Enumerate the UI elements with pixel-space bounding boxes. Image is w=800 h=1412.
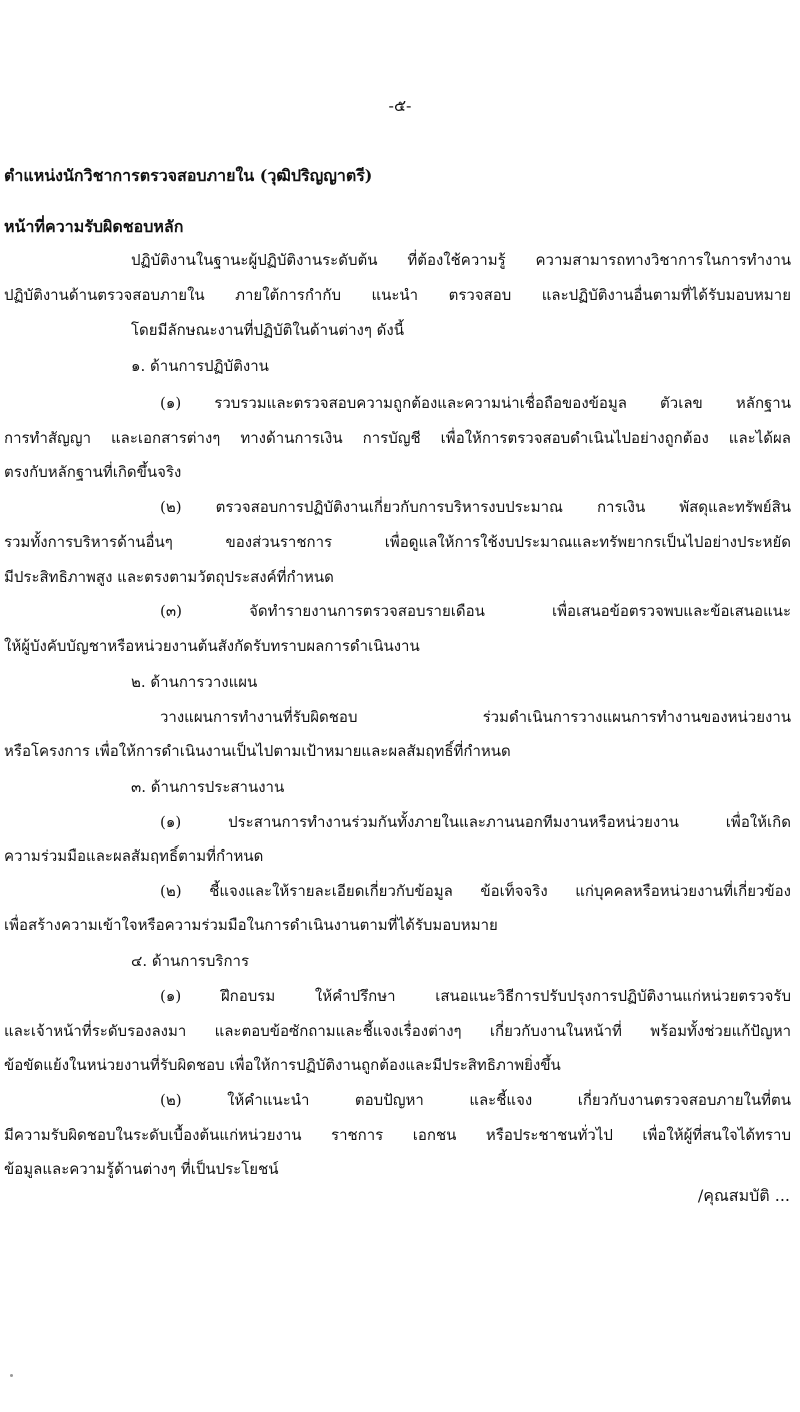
paragraph-line: ข้อขัดแย้งในหน่วยงานที่รับผิดชอบ เพื่อให้การปฏิบัติงานถูกต้องและมีประสิทธิภาพยิ่งขึ้น — [4, 1056, 561, 1074]
paragraph-line: (๒) ตรวจสอบการปฏิบัติงานเกี่ยวกับการบริหารงบประมาณ การเงิน พัสดุและทรัพย์สิน — [160, 498, 791, 516]
subsection-heading: ๔. ด้านการบริการ — [131, 952, 250, 970]
paragraph-line: โดยมีลักษณะงานที่ปฏิบัติในด้านต่างๆ ดังนี้ — [131, 321, 404, 339]
scan-speck — [10, 1374, 13, 1377]
paragraph-line: ความร่วมมือและผลสัมฤทธิ์ตามที่กำหนด — [4, 847, 264, 865]
paragraph-line: ปฏิบัติงานในฐานะผู้ปฏิบัติงานระดับต้น ที่ต้องใช้ความรู้ ความสามารถทางวิชาการในการทำงาน — [131, 251, 791, 269]
paragraph-line: เพื่อสร้างความเข้าใจหรือความร่วมมือในการดำเนินงานตามที่ได้รับมอบหมาย — [4, 916, 498, 934]
paragraph-line: หรือโครงการ เพื่อให้การดำเนินงานเป็นไปตามเป้าหมายและผลสัมฤทธิ์ที่กำหนด — [4, 742, 511, 760]
paragraph-line: (๑) ฝึกอบรม ให้คำปรึกษา เสนอแนะวิธีการปรับปรุงการปฏิบัติงานแก่หน่วยตรวจรับ — [160, 987, 791, 1005]
paragraph-line: (๒) ให้คำแนะนำ ตอบปัญหา และชี้แจง เกี่ยวกับงานตรวจสอบภายในที่ตน — [160, 1091, 791, 1109]
paragraph-line: การทำสัญญา และเอกสารต่างๆ ทางด้านการเงิน การบัญชี เพื่อให้การตรวจสอบดำเนินไปอย่างถูกต้อง และได้ผล — [4, 429, 791, 447]
paragraph-line: (๓) จัดทำรายงานการตรวจสอบรายเดือน เพื่อเสนอข้อตรวจพบและข้อเสนอแนะ — [160, 602, 791, 620]
paragraph-line: มีประสิทธิภาพสูง และตรงตามวัตถุประสงค์ที่กำหนด — [4, 568, 334, 586]
continuation-note: /คุณสมบัติ ... — [697, 1186, 790, 1205]
section-heading: หน้าที่ความรับผิดชอบหลัก — [4, 217, 184, 236]
position-title: ตำแหน่งนักวิชาการตรวจสอบภายใน (วุฒิปริญญาตรี) — [4, 166, 373, 185]
paragraph-line: รวมทั้งการบริหารด้านอื่นๆ ของส่วนราชการ เพื่อดูแลให้การใช้งบประมาณและทรัพยากรเป็นไปอย่างประหยัด — [4, 533, 791, 551]
paragraph-line: (๑) รวบรวมและตรวจสอบความถูกต้องและความน่าเชื่อถือของข้อมูล ตัวเลข หลักฐาน — [160, 394, 791, 412]
paragraph-line: ปฏิบัติงานด้านตรวจสอบภายใน ภายใต้การกำกับ แนะนำ ตรวจสอบ และปฏิบัติงานอื่นตามที่ได้รับมอบหมาย — [4, 286, 791, 304]
paragraph-line: ให้ผู้บังคับบัญชาหรือหน่วยงานต้นสังกัดรับทราบผลการดำเนินงาน — [4, 637, 420, 655]
paragraph-line: และเจ้าหน้าที่ระดับรองลงมา และตอบข้อซักถามและชี้แจงเรื่องต่างๆ เกี่ยวกับงานในหน้าที่ พร้อมทั้งช่วยแก้ปัญหา — [4, 1022, 791, 1040]
subsection-heading: ๓. ด้านการประสานงาน — [131, 778, 285, 796]
subsection-heading: ๒. ด้านการวางแผน — [131, 673, 258, 691]
paragraph-line: (๑) ประสานการทำงานร่วมกันทั้งภายในและภานนอกทีมงานหรือหน่วยงาน เพื่อให้เกิด — [160, 813, 791, 831]
paragraph-line: ข้อมูลและความรู้ด้านต่างๆ ที่เป็นประโยชน์ — [4, 1160, 279, 1178]
subsection-heading: ๑. ด้านการปฏิบัติงาน — [131, 357, 269, 375]
paragraph-line: วางแผนการทำงานที่รับผิดชอบ ร่วมดำเนินการวางแผนการทำงานของหน่วยงาน — [160, 708, 791, 726]
paragraph-line: ตรงกับหลักฐานที่เกิดขึ้นจริง — [4, 463, 182, 481]
paragraph-line: มีความรับผิดชอบในระดับเบื้องต้นแก่หน่วยงาน ราชการ เอกชน หรือประชาชนทั่วไป เพื่อให้ผู้ที่สนใจได้ทราบ — [4, 1126, 791, 1144]
page-number: -๕- — [388, 96, 412, 115]
paragraph-line: (๒) ชี้แจงและให้รายละเอียดเกี่ยวกับข้อมูล ข้อเท็จจริง แก่บุคคลหรือหน่วยงานที่เกี่ยวข้อง — [160, 882, 791, 900]
